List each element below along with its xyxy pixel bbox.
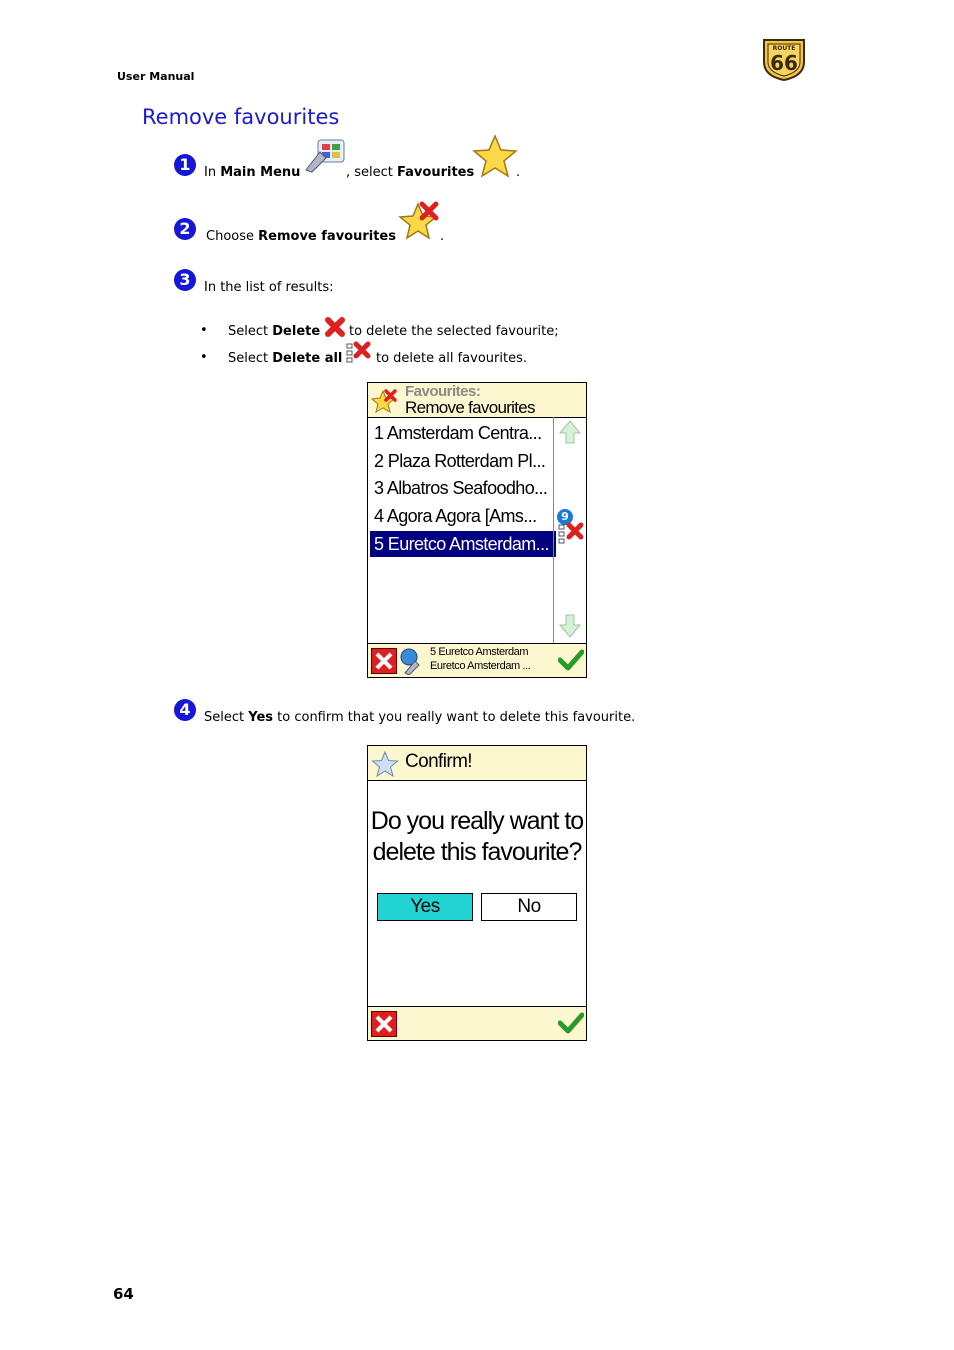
confirm-check-icon[interactable]	[558, 648, 584, 672]
remove-favourite-icon	[398, 200, 440, 242]
step-4-text: Select Yes to confirm that you really want to delete this favourite.	[204, 710, 636, 725]
cancel-button[interactable]	[371, 1011, 397, 1037]
cancel-button[interactable]	[371, 648, 397, 674]
bullet-delete-text: Select Delete	[228, 324, 321, 339]
step-number-3: 3	[174, 269, 196, 291]
no-button[interactable]: No	[481, 893, 577, 921]
step-number-1: 1	[174, 154, 196, 176]
list-item[interactable]: 1 Amsterdam Centra...	[374, 423, 542, 443]
logo-number-text: 66	[770, 51, 798, 75]
step-2-text: Choose Remove favourites	[206, 229, 396, 244]
delete-icon	[324, 317, 346, 337]
step-2-end: .	[440, 229, 445, 244]
list-item-selected[interactable]: 5 Euretco Amsterdam...	[370, 531, 556, 557]
list-item[interactable]: 4 Agora Agora [Ams...	[374, 506, 537, 526]
step-1-text: In Main Menu	[204, 165, 301, 180]
screen-1-title-line2: Remove favourites	[405, 398, 535, 417]
main-menu-icon	[304, 138, 346, 174]
screen-1-side-toolbar	[553, 417, 586, 643]
page-number: 64	[113, 1285, 134, 1303]
dialog-question	[368, 806, 586, 868]
yes-button[interactable]: Yes	[377, 893, 473, 921]
screen-1-bottombar	[368, 643, 586, 677]
confirm-check-icon[interactable]	[558, 1011, 584, 1035]
page-title: Remove favourites	[142, 105, 340, 129]
count-badge: 9	[557, 509, 573, 525]
step-1-end: .	[516, 165, 521, 180]
step-3-text: In the list of results:	[204, 280, 334, 295]
footer-line-2: Euretco Amsterdam ...	[430, 660, 531, 672]
delete-all-icon[interactable]	[557, 517, 585, 545]
footer-line-1: 5 Euretco Amsterdam	[430, 646, 529, 658]
step-1-text-cont: , select Favourites	[346, 165, 475, 180]
bullet-delete-all-end: to delete all favourites.	[376, 351, 527, 366]
screen-1-titlebar	[368, 383, 586, 418]
dialog-question-line-2: delete this favourite?	[372, 838, 582, 866]
list-item[interactable]: 3 Albatros Seafoodho...	[374, 478, 548, 498]
favourites-remove-screen	[367, 382, 587, 678]
confirm-dialog-screen	[367, 745, 587, 1041]
bullet-marker: •	[200, 323, 208, 338]
screen-1-title-line1: Favourites:	[405, 383, 481, 400]
favourites-star-icon	[472, 134, 521, 180]
favourites-star-icon	[371, 750, 399, 778]
list-item[interactable]: 2 Plaza Rotterdam Pl...	[374, 451, 546, 471]
bullet-delete-end: to delete the selected favourite;	[349, 324, 559, 339]
favourite-location-icon	[399, 647, 425, 675]
route66-logo-icon	[760, 36, 808, 82]
remove-favourite-icon	[371, 388, 397, 414]
logo-top-text: ROUTE	[772, 45, 796, 52]
bullet-delete-all-text: Select Delete all	[228, 351, 343, 366]
dialog-title: Confirm!	[405, 751, 472, 772]
header-label: User Manual	[117, 70, 195, 83]
scroll-down-arrow-icon[interactable]	[558, 613, 582, 639]
dialog-question-line-1: Do you really want to	[370, 807, 584, 835]
scroll-up-arrow-icon[interactable]	[558, 419, 582, 445]
screen-2-titlebar	[368, 746, 586, 781]
delete-all-icon	[346, 340, 372, 366]
step-number-2: 2	[174, 218, 196, 240]
step-number-4: 4	[174, 699, 196, 721]
bullet-marker: •	[200, 350, 208, 365]
screen-2-bottombar	[368, 1006, 586, 1040]
